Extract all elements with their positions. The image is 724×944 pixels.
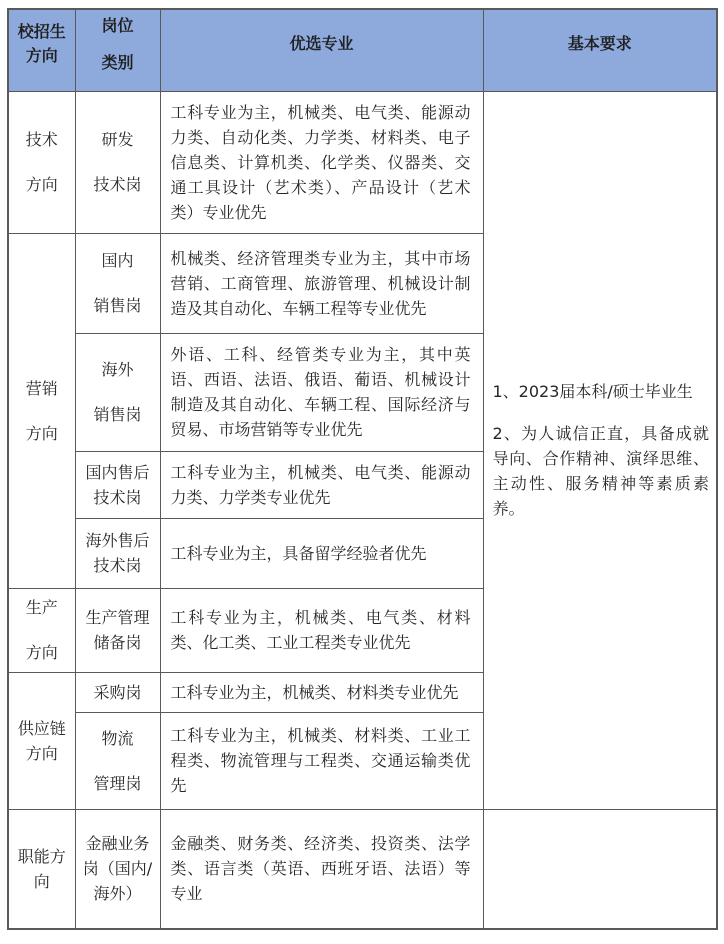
category-cell-overseas-sales: 海外 销售岗: [75, 333, 160, 451]
direction-cell-tech: 技术 方向: [8, 91, 75, 233]
header-requirements: 基本要求: [483, 9, 717, 91]
majors-cell-logistics: 工科专业为主，机械类、材料类、工业工程类、物流管理与工程类、交通运输类优先: [160, 712, 483, 809]
majors-cell-finance: 金融类、财务类、经济类、投资类、法学类、语言类（英语、西班牙语、法语）等专业: [160, 809, 483, 929]
direction-cell-functional: 职能方向: [8, 809, 75, 929]
header-category: 岗位 类别: [75, 9, 160, 91]
requirements-empty-cell: [483, 809, 717, 929]
requirements-cell: 1、2023届本科/硕士毕业生 2、为人诚信正直，具备成就导向、合作精神、演绎思维、主动性、服务精神等素质素养。: [483, 91, 717, 809]
direction-cell-marketing: 营销 方向: [8, 233, 75, 588]
recruitment-table: [7, 8, 718, 930]
majors-cell-overseas-aftersales: 工科专业为主，具备留学经验者优先: [160, 518, 483, 588]
header-direction: 校招生方向: [8, 9, 75, 91]
majors-cell-procurement: 工科专业为主，机械类、材料类专业优先: [160, 672, 483, 712]
category-cell-finance: 金融业务岗（国内/海外）: [75, 809, 160, 929]
majors-cell-domestic-aftersales: 工科专业为主，机械类、电气类、能源动力类、力学类专业优先: [160, 451, 483, 518]
category-cell-overseas-aftersales: 海外售后技术岗: [75, 518, 160, 588]
category-cell-logistics: 物流 管理岗: [75, 712, 160, 809]
header-row: [8, 9, 717, 91]
category-cell-domestic-sales: 国内 销售岗: [75, 233, 160, 333]
category-cell-rd-tech: 研发 技术岗: [75, 91, 160, 233]
direction-cell-supply-chain: 供应链方向: [8, 672, 75, 809]
header-majors: 优选专业: [160, 9, 483, 91]
category-cell-production-mgmt: 生产管理储备岗: [75, 588, 160, 672]
majors-cell-rd-tech: 工科专业为主，机械类、电气类、能源动力类、自动化类、力学类、材料类、电子信息类、计算机类、化学类、仪器类、交通工具设计（艺术类）、产品设计（艺术类）专业优先: [160, 91, 483, 233]
table-row-tech-rd: [8, 91, 717, 233]
majors-cell-overseas-sales: 外语、工科、经管类专业为主，其中英语、西语、法语、俄语、葡语、机械设计制造及其自动化、车辆工程、国际经济与贸易、市场营销等专业优先: [160, 333, 483, 451]
table-row-finance: [8, 809, 717, 929]
majors-cell-production-mgmt: 工科专业为主，机械类、电气类、材料类、化工类、工业工程类专业优先: [160, 588, 483, 672]
majors-cell-domestic-sales: 机械类、经济管理类专业为主，其中市场营销、工商管理、旅游管理、机械设计制造及其自动化、车辆工程等专业优先: [160, 233, 483, 333]
category-cell-procurement: 采购岗: [75, 672, 160, 712]
direction-cell-production: 生产 方向: [8, 588, 75, 672]
category-cell-domestic-aftersales: 国内售后技术岗: [75, 451, 160, 518]
